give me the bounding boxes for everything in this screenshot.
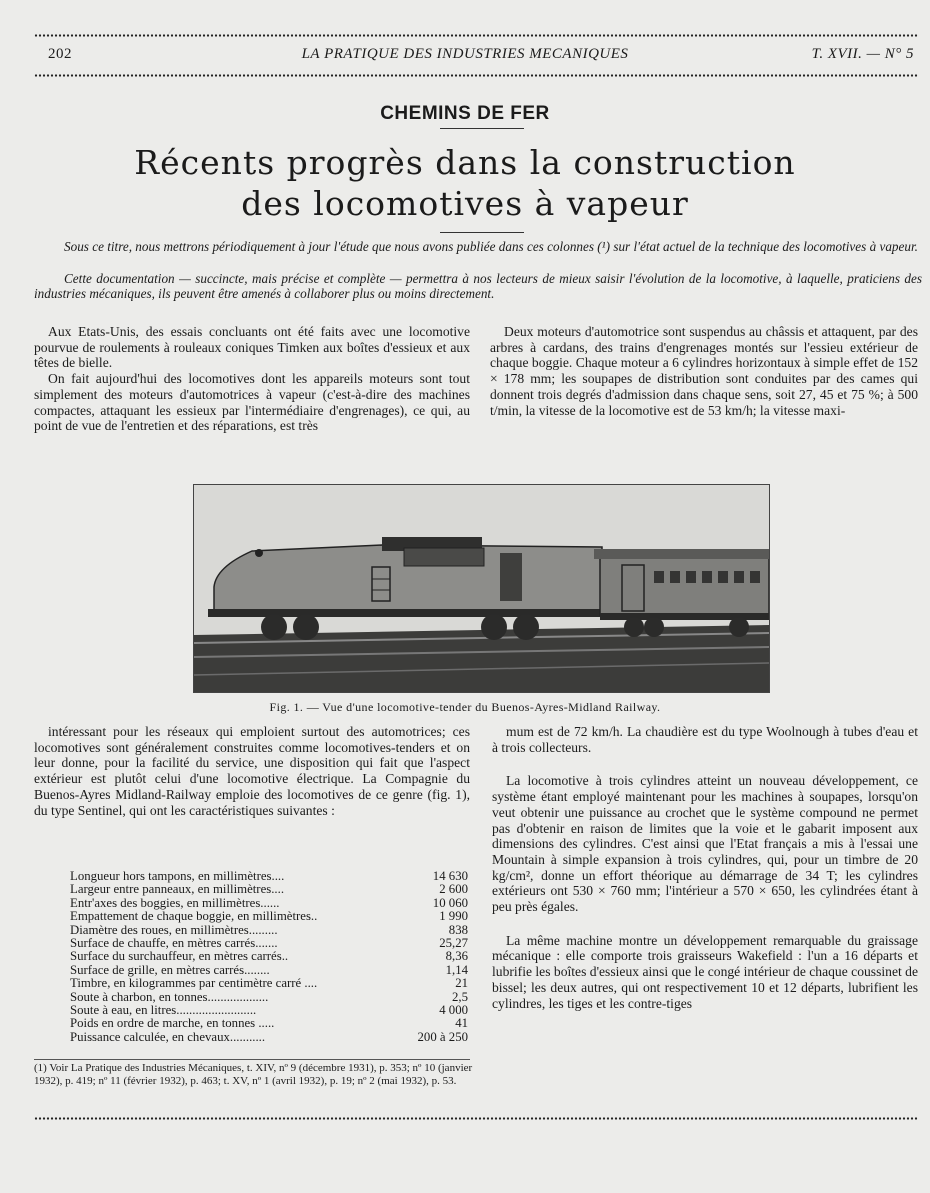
spec-label: Timbre, en kilogrammes par centimètre carré .... bbox=[70, 977, 318, 991]
spec-value: 41 bbox=[455, 1016, 468, 1031]
spec-row bbox=[70, 883, 468, 896]
spec-value: 838 bbox=[448, 922, 468, 937]
spec-value: 14 630 bbox=[432, 869, 468, 883]
spec-label: Largeur entre panneaux, en millimètres.... bbox=[70, 883, 285, 897]
header-dotted-rule bbox=[34, 74, 918, 77]
footnote: (1) Voir La Pratique des Industries Mécaniques, t. XIV, nº 9 (décembre 1931), p. 353; nº 10 (janvier 1932), p. 419; nº 11 (février 1932), p. 463; t. XV, nº 1 (avril 1932), p. 19; nº 2 (mai 1932), p. 53. bbox=[34, 1062, 473, 1087]
specifications-table bbox=[70, 870, 468, 1044]
locomotive-photo bbox=[193, 484, 770, 693]
spec-label: Surface de chauffe, en mètres carrés....... bbox=[70, 937, 278, 951]
spec-value: 200 à 250 bbox=[417, 1029, 468, 1044]
figure-caption: Fig. 1. — Vue d'une locomotive-tender du Buenos-Ayres-Midland Railway. bbox=[269, 700, 661, 714]
body-paragraph: intéressant pour les réseaux qui emploient surtout des automotrices; ces locomotives sont généralement construites comme locomotives-tenders et on leur donne, pour la facilité du service, une disposition qui fait que l'aspect extérieur est plutôt celui d'une locomotive électrique. La Compagnie du Buenos-Ayres Midland-Railway emploie des locomotives de ce genre (fig. 1), du type Sentinel, qui ont les caractéristiques suivantes : bbox=[34, 724, 470, 818]
spec-row bbox=[70, 897, 468, 910]
body-paragraph: Aux Etats-Unis, des essais concluants ont été faits avec une locomotive pourvue de roulements à rouleaux coniques Timken aux boîtes d'essieux et aux têtes de bielle. bbox=[34, 324, 470, 371]
locomotive-illustration bbox=[194, 485, 769, 692]
spec-row bbox=[70, 1004, 468, 1017]
spec-value: 2 600 bbox=[439, 882, 468, 897]
top-dotted-rule bbox=[34, 34, 918, 37]
title-rule bbox=[440, 232, 524, 233]
body-paragraph: On fait aujourd'hui des locomotives dont les appareils moteurs sont tout simplement des moteurs d'automotrices à vapeur (c'est-à-dire des machines compactes, attaquant les essieux par l'intermédiaire d'engrenages), ce qui, au point de vue de l'entretien et des réparations, est très bbox=[34, 371, 470, 434]
spec-row bbox=[70, 991, 468, 1004]
spec-value: 4 000 bbox=[439, 1003, 468, 1018]
spec-row bbox=[70, 937, 468, 950]
spec-label: Entr'axes des boggies, en millimètres...... bbox=[70, 896, 280, 910]
spec-value: 1,14 bbox=[445, 962, 468, 977]
body-paragraph: Deux moteurs d'automotrice sont suspendus au châssis et attaquent, par des arbres à cardans, des trains d'engrenages montés sur l'essieu extérieur de chaque boggie. Chaque moteur a 6 cylindres horizontaux à simple effet de 152 × 178 mm; les soupapes de distribution sont conduites par des cames qui donnent trois degrés d'admission dans chaque sens, soit 27, 45 et 75 %; à 500 t/min, la vitesse de la locomotive est de 53 km/h; la vitesse maxi- bbox=[490, 324, 918, 418]
spec-label: Surface du surchauffeur, en mètres carrés.. bbox=[70, 950, 289, 964]
spec-label: Soute à eau, en litres......................... bbox=[70, 1004, 257, 1018]
page-number: 202 bbox=[48, 46, 72, 62]
intro-paragraph-1: Sous ce titre, nous mettrons périodiquement à jour l'étude que nous avons publiée dans ces colonnes (¹) sur l'état actuel de la technique des locomotives à vapeur. bbox=[64, 239, 918, 254]
title-line-1: Récents progrès dans la construction bbox=[134, 143, 796, 182]
column-left-bottom bbox=[34, 724, 470, 818]
bottom-dotted-rule bbox=[34, 1117, 918, 1120]
column-right-top bbox=[490, 324, 918, 418]
spec-label: Poids en ordre de marche, en tonnes ..... bbox=[70, 1017, 275, 1031]
spec-row bbox=[70, 924, 468, 937]
article-title bbox=[0, 142, 930, 224]
spec-row bbox=[70, 910, 468, 923]
body-paragraph: mum est de 72 km/h. La chaudière est du type Woolnough à tubes d'eau et à trois collecteurs. bbox=[492, 724, 918, 755]
column-left-top bbox=[34, 324, 470, 434]
spec-row bbox=[70, 950, 468, 963]
spec-value: 8,36 bbox=[445, 949, 468, 964]
section-heading: CHEMINS DE FER bbox=[380, 103, 550, 124]
spec-label: Soute à charbon, en tonnes................... bbox=[70, 990, 269, 1004]
spec-label: Surface de grille, en mètres carrés........ bbox=[70, 963, 270, 977]
spec-value: 10 060 bbox=[432, 895, 468, 910]
spec-row bbox=[70, 1017, 468, 1030]
footnote-rule bbox=[34, 1059, 470, 1060]
body-paragraph: La même machine montre un développement remarquable du graissage mécanique : elle comporte trois graisseurs Wakefield : l'un a 16 départs et lubrifie les boîtes d'essieux ainsi que le congé intérieur de chaque coussinet de bissel; les deux autres, qui ont respectivement 10 et 12 départs, lubrifient les cylindres, les tiges et les contre-tiges bbox=[492, 932, 918, 1011]
spec-value: 1 990 bbox=[439, 909, 468, 924]
issue-number: T. XVII. — N° 5 bbox=[811, 46, 914, 62]
spec-label: Longueur hors tampons, en millimètres.... bbox=[70, 870, 285, 883]
spec-value: 21 bbox=[455, 976, 468, 991]
spec-row bbox=[70, 870, 468, 883]
spec-label: Empattement de chaque boggie, en millimètres.. bbox=[70, 910, 318, 924]
spec-label: Diamètre des roues, en millimètres......... bbox=[70, 923, 278, 937]
spec-row bbox=[70, 964, 468, 977]
running-title: LA PRATIQUE DES INDUSTRIES MECANIQUES bbox=[301, 46, 629, 62]
column-right-bottom bbox=[492, 724, 918, 1011]
intro-paragraph-2: Cette documentation — succincte, mais précise et complète — permettra à nos lecteurs de mieux saisir l'évolution de la locomotive, à laquelle, praticiens des industries mécaniques, ils peuvent être amenés à collaborer plus ou moins directement. bbox=[34, 271, 922, 301]
title-line-2: des locomotives à vapeur bbox=[241, 184, 689, 223]
spec-label: Puissance calculée, en chevaux........... bbox=[70, 1030, 266, 1044]
spec-row bbox=[70, 977, 468, 990]
spec-value: 25,27 bbox=[439, 936, 468, 951]
section-rule bbox=[440, 128, 524, 129]
spec-row bbox=[70, 1031, 468, 1044]
spec-value: 2,5 bbox=[452, 989, 468, 1004]
body-paragraph: La locomotive à trois cylindres atteint un nouveau développement, ce système étant employé maintenant pour les machines à soupapes, lorsqu'on veut obtenir une puissance au crochet que le système compound ne permet pas d'obtenir en raison de limites que la voie et le gabarit imposent aux dimensions des cylindres. C'est ainsi que l'Etat français a mis à l'essai une Mountain à simple expansion à trois cylindres, qui, pour un timbre de 20 kg/cm², donne un effort théorique au démarrage de 34 T; les cylindres extérieurs ont 530 × 760 mm; l'intérieur a 570 × 650, les cylindrées étant à peu près égales. bbox=[492, 773, 918, 915]
